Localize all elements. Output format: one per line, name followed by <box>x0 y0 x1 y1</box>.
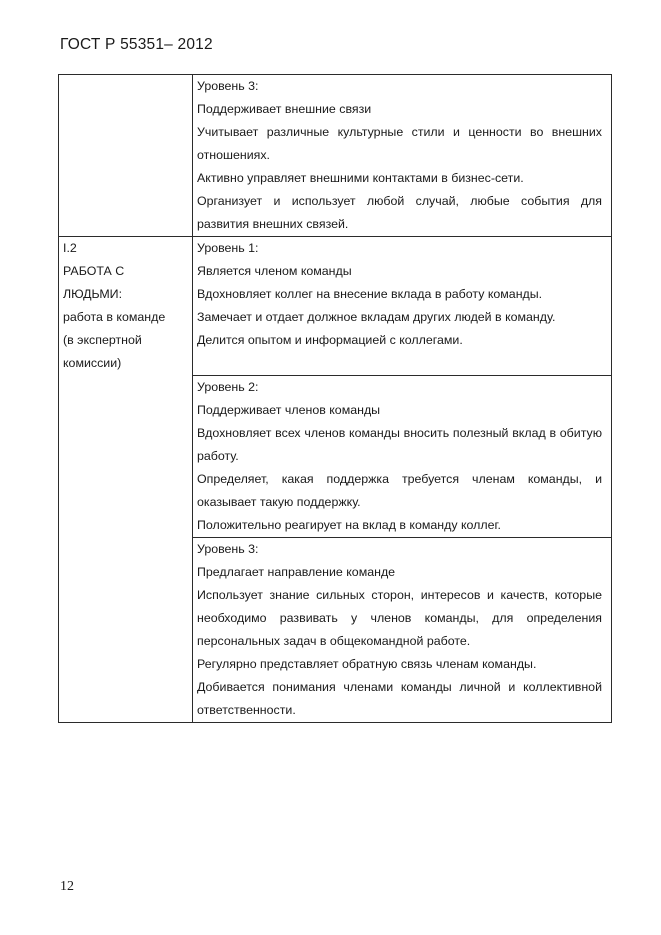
level-description: Положительно реагирует на вклад в команду коллег. <box>197 518 501 532</box>
level-cell <box>193 376 612 538</box>
competency-name: РАБОТА С <box>63 264 125 278</box>
competency-name: ЛЮДЬМИ: <box>63 287 123 301</box>
level-label: Уровень 1: <box>197 241 259 255</box>
table-row <box>59 538 612 723</box>
level-label: Уровень 2: <box>197 380 259 394</box>
level-description: Добивается понимания членами команды личной и коллективной ответственности. <box>197 680 602 717</box>
level-description: Вдохновляет коллег на внесение вклада в работу команды. <box>197 287 543 301</box>
competency-subtitle: комиссии) <box>63 356 122 370</box>
level-cell <box>193 538 612 723</box>
level-cell <box>193 237 612 376</box>
competency-cell <box>59 237 193 376</box>
level-description: Активно управляет внешними контактами в бизнес-сети. <box>197 171 524 185</box>
level-description: Регулярно представляет обратную связь членам команды. <box>197 657 537 671</box>
competency-subtitle: работа в команде <box>63 310 166 324</box>
competency-cell <box>59 75 193 237</box>
level-title: Поддерживает внешние связи <box>197 102 372 116</box>
table-row <box>59 376 612 538</box>
level-description: Делится опытом и информацией с коллегами. <box>197 333 463 347</box>
level-description: Определяет, какая поддержка требуется членам команды, и оказывает такую поддержку. <box>197 472 602 509</box>
level-title: Предлагает направление команде <box>197 565 396 579</box>
level-label: Уровень 3: <box>197 79 259 93</box>
level-description: Замечает и отдает должное вкладам других людей в команду. <box>197 310 556 324</box>
page-number: 12 <box>60 879 74 894</box>
level-description: Использует знание сильных сторон, интересов и качеств, которые необходимо развивать у членов команды, для определения персональных задач в общекомандной работе. <box>197 588 602 648</box>
level-label: Уровень 3: <box>197 542 259 556</box>
level-title: Поддерживает членов команды <box>197 403 381 417</box>
level-description: Учитывает различные культурные стили и ценности во внешних отношениях. <box>197 125 602 162</box>
level-cell <box>193 75 612 237</box>
competency-cell <box>59 376 193 538</box>
table-row <box>59 75 612 237</box>
table-row <box>59 237 612 376</box>
competency-code: I.2 <box>63 241 77 255</box>
level-title: Является членом команды <box>197 264 352 278</box>
competency-table <box>58 74 612 723</box>
competency-cell <box>59 538 193 723</box>
document-header: ГОСТ Р 55351– 2012 <box>60 36 213 53</box>
level-description: Организует и использует любой случай, любые события для развития внешних связей. <box>197 194 602 231</box>
competency-subtitle: (в экспертной <box>63 333 142 347</box>
level-description: Вдохновляет всех членов команды вносить полезный вклад в обитую работу. <box>197 426 602 463</box>
